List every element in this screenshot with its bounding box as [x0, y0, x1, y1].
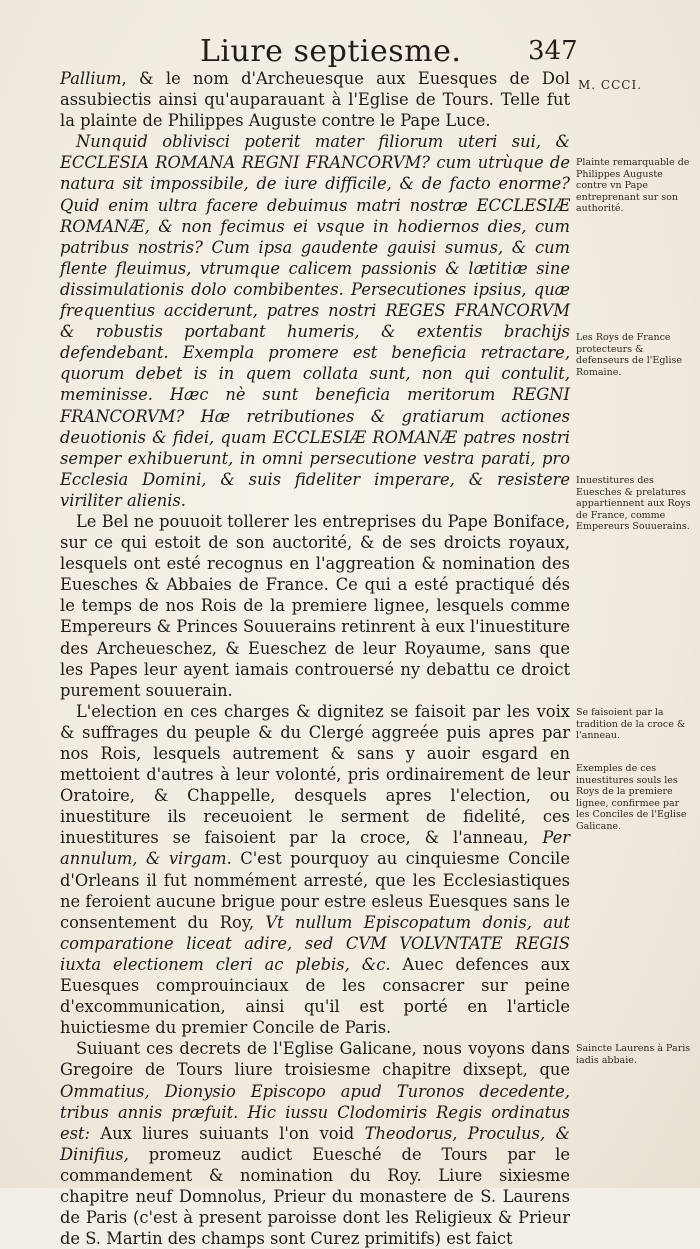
text-segment: Theodorus, Proculus, & Dinifius,: [60, 1123, 570, 1164]
text-segment: Aux liures suiuants l'on void: [90, 1123, 365, 1143]
text-segment: Per annulum, & virgam: [60, 828, 570, 869]
text-segment: Nunquid oblivisci poterit mater filiorum uteri sui, & ECCLESIA ROMANA REGNI FRANCORVM? cum utrùque de natura sit impossibile, de iure difficile, & de facto enorme? Quid enim ultra facere debuimus matri nostræ ECCLESIÆ ROMANÆ, & non fecimus ei vsque in hodiernos dies, cum patribus nostris? Cum ipsa gaudente gauisi sumus, & cum flente fleuimus, vtrumque calicem passionis & lætitiæ sine dissimulationis dolo combibentes. Persecutiones ipsius, quæ frequentius acciderunt, patres nostri REGES FRANCORVM & robustis portabant humeris, & extentis brachijs defendebant. Exempla promere est beneficia retractare, quorum debet is in quem collata sunt, non qui contulit, meminisse. Hæc nè sunt beneficia meritorum REGNI FRANCORVM? Hæ retributiones & gratiarum actiones deuotionis & fidei, quam ECCLESIÆ ROMANÆ patres nostri semper exhibuerunt, in omni persecutione vestra parati, pro Ecclesia Domini, & suis fideliter imperare, & resistere viriliter alienis.: [60, 132, 570, 510]
paragraph-3: [60, 511, 570, 701]
side-note-6: Saincte Laurens à Paris iadis abbaie.: [576, 1043, 691, 1066]
paragraph-1: [60, 68, 570, 131]
paragraph-4: [60, 701, 570, 1039]
body-text: [60, 68, 570, 1249]
text-segment: L'election en ces charges & dignitez se faisoit par les voix & suffrages du peuple & du Clergé aggreée puis apres par nos Rois, lesquels autrement & sans y auoir esgard en mettoient d'autres à leur volonté, pris ordinairement de leur Oratoire, & Chappelle, desquels apres l'election, ou inuestiture ils receuoient le serment de fidelité, ces inuestitures se faisoient par la croce, & l'anneau,: [60, 701, 570, 848]
running-head: Liure septiesme.: [200, 34, 462, 69]
side-note-4: Se faisoient par la tradition de la croce & l'anneau.: [576, 707, 686, 741]
text-segment: . C'est pourquoy au cinquiesme Concile d'Orleans il fut nommément arresté, que les Ecclesiastiques ne feroient aucune brigue pour estre esleus Euesques sans le consentement du Roy,: [60, 849, 570, 932]
text-segment: Le Bel ne pouuoit tollerer les entreprises du Pape Boniface, sur ce qui estoit de son auctorité, & de ses droicts royaux, lesquels ont esté recognus en l'aggreation & nomination des Euesches & Abbaies de France. Ce qui a esté practiqué dés le temps de nos Rois de la premiere lignee, lesquels comme Empereurs & Princes Souuerains retinrent à eux l'inuestiture des Archeueschez, & Eueschez de leur Royaume, sans que les Papes leur ayent iamais controuersé ny debattu ce droict purement souuerain.: [60, 511, 570, 700]
text-segment: Pallium: [60, 69, 122, 88]
text-segment: Vt nullum Episcopatum donis, aut comparatione liceat adire, sed CVM VOLVNTATE REGIS iuxta electionem cleri ac plebis, &c.: [60, 912, 570, 974]
text-segment: , & le nom d'Archeuesque aux Euesques de Dol assubiectis ainsi qu'auparauant à l'Eglise de Tours. Telle fut la plainte de Philippes Auguste contre le Pape Luce.: [60, 69, 570, 131]
paragraph-latin-quote: [60, 131, 570, 511]
text-segment: Ommatius, Dionysio Episcopo apud Turonos decedente, tribus annis præfuit. Hic iussu Clodomiris Regis ordinatus est:: [60, 1081, 570, 1143]
side-note-1: Plainte remarquable de Philippes Auguste contre vn Pape entreprenant sur son authorité.: [576, 157, 690, 214]
side-note-3: Inuestitures des Euesches & prelatures appartiennent aux Roys de France, comme Empereurs Souuerains.: [576, 475, 691, 532]
margin-year: M. CCCI.: [578, 78, 643, 92]
side-note-2: Les Roys de France protecteurs & defenseurs de l'Eglise Romaine.: [576, 332, 682, 378]
page-number: 347: [528, 36, 578, 66]
side-note-5: Exemples de ces inuestitures souls les Roys de la premiere lignee, confirmee par les Conciles de l'Eglise Galicane.: [576, 763, 687, 832]
text-segment: Auec defences aux Euesques comprouinciaux de les consacrer sur peine d'excommunication, ainsi qu'il est porté en l'article huictiesme du premier Concile de Paris.: [60, 954, 570, 1038]
paragraph-5: [60, 1038, 570, 1249]
text-segment: Suiuant ces decrets de l'Eglise Galicane, nous voyons dans Gregoire de Tours liure troisiesme chapitre dixsept, que: [60, 1039, 570, 1080]
text-segment: promeuz audict Euesché de Tours par le commandement & nomination du Roy. Liure sixiesme chapitre neuf Domnolus, Prieur du monastere de S. Laurens de Paris (c'est à present paroisse dont les Religieux & Prieur de S. Martin des champs sont Curez primitifs) est faict: [60, 1144, 570, 1249]
